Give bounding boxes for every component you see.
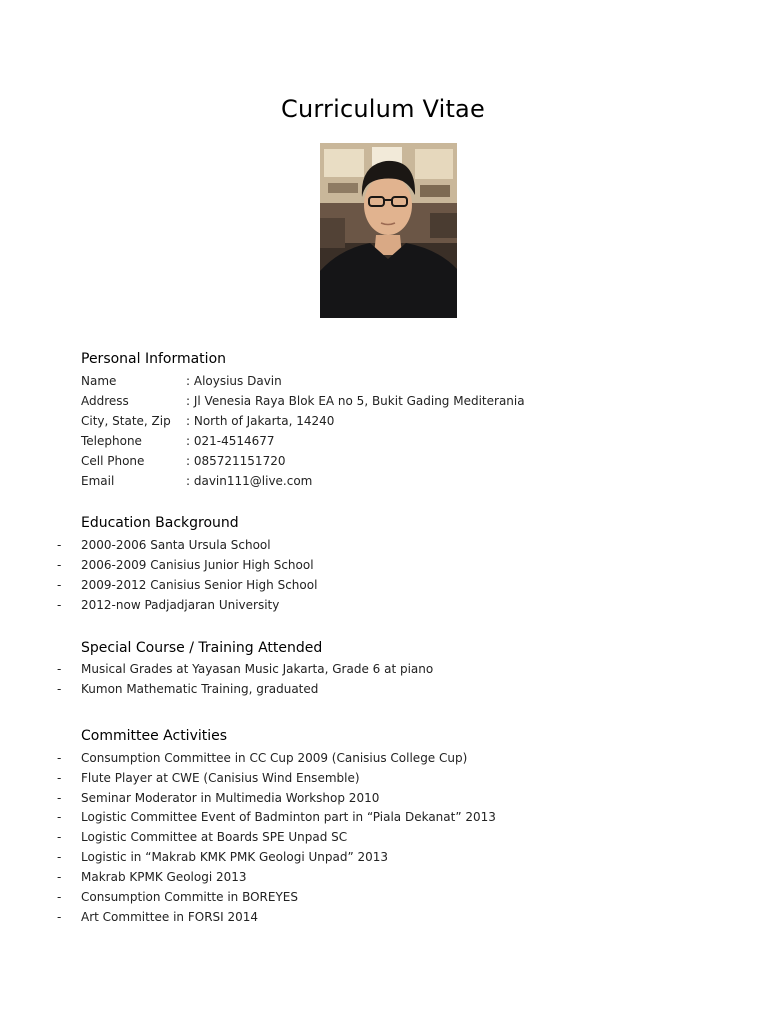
bullet-dash: -: [57, 558, 62, 572]
section-heading-training: Special Course / Training Attended: [81, 640, 323, 656]
list-item-text: Logistic Committee Event of Badminton part in “Piala Dekanat” 2013: [81, 810, 496, 824]
bullet-dash: -: [57, 791, 62, 805]
profile-photo: [320, 143, 457, 318]
info-value: : North of Jakarta, 14240: [186, 414, 335, 428]
info-value: : 085721151720: [186, 454, 286, 468]
list-item-text: Consumption Committe in BOREYES: [81, 890, 299, 904]
list-item-text: 2000-2006 Santa Ursula School: [81, 538, 271, 552]
list-item-text: Logistic Committee at Boards SPE Unpad SC: [81, 830, 348, 844]
bullet-dash: -: [57, 850, 62, 864]
list-item-text: Logistic in “Makrab KMK PMK Geologi Unpad” 2013: [81, 850, 389, 864]
section-heading-personal: Personal Information: [81, 351, 227, 367]
bullet-dash: -: [57, 598, 62, 612]
bullet-dash: -: [57, 578, 62, 592]
list-item-text: 2009-2012 Canisius Senior High School: [81, 578, 318, 592]
section-heading-committee: Committee Activities: [81, 728, 228, 744]
info-value: : davin111@live.com: [186, 474, 313, 488]
list-item-text: Seminar Moderator in Multimedia Workshop 2010: [81, 791, 380, 805]
list-item-text: Makrab KPMK Geologi 2013: [81, 870, 247, 884]
bullet-dash: -: [57, 890, 62, 904]
info-label: Name: [81, 374, 117, 388]
bullet-dash: -: [57, 870, 62, 884]
info-label: Email: [81, 474, 115, 488]
bullet-dash: -: [57, 682, 62, 696]
bullet-dash: -: [57, 771, 62, 785]
list-item-text: Art Committee in FORSI 2014: [81, 910, 259, 924]
list-item-text: Consumption Committee in CC Cup 2009 (Canisius College Cup): [81, 751, 468, 765]
bullet-dash: -: [57, 810, 62, 824]
bullet-dash: -: [57, 538, 62, 552]
list-item-text: Flute Player at CWE (Canisius Wind Ensemble): [81, 771, 360, 785]
list-item-text: 2006-2009 Canisius Junior High School: [81, 558, 314, 572]
page-title: Curriculum Vitae: [281, 95, 485, 123]
bullet-dash: -: [57, 751, 62, 765]
list-item-text: 2012-now Padjadjaran University: [81, 598, 280, 612]
bullet-dash: -: [57, 910, 62, 924]
info-value: : 021-4514677: [186, 434, 275, 448]
info-label: Cell Phone: [81, 454, 145, 468]
section-heading-education: Education Background: [81, 515, 239, 531]
info-value: : Jl Venesia Raya Blok EA no 5, Bukit Gading Mediterania: [186, 394, 525, 408]
list-item-text: Musical Grades at Yayasan Music Jakarta, Grade 6 at piano: [81, 662, 434, 676]
bullet-dash: -: [57, 830, 62, 844]
info-label: Telephone: [81, 434, 142, 448]
info-label: City, State, Zip: [81, 414, 171, 428]
info-label: Address: [81, 394, 129, 408]
bullet-dash: -: [57, 662, 62, 676]
list-item-text: Kumon Mathematic Training, graduated: [81, 682, 319, 696]
info-value: : Aloysius Davin: [186, 374, 282, 388]
